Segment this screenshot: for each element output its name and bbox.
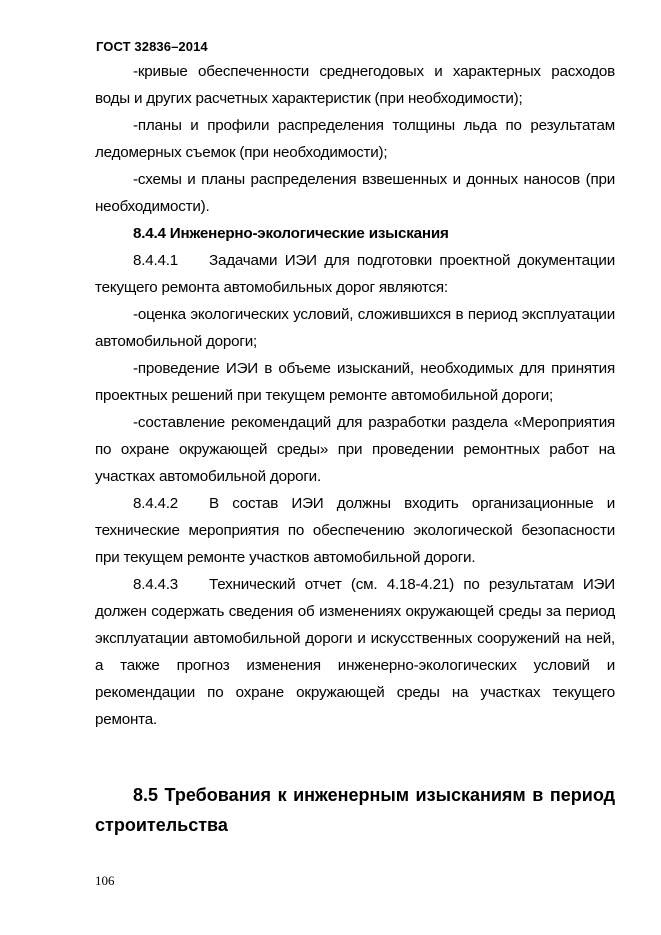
numbered-item (95, 571, 615, 733)
subsection-heading: 8.4.4 Инженерно-экологические изыскания (133, 225, 449, 242)
bullet-item: -оценка экологических условий, сложившихся в период эксплуатации автомобильной дороги; (95, 306, 615, 350)
item-number: 8.4.4.3 (133, 576, 179, 593)
item-number: 8.4.4.2 (133, 495, 179, 512)
document-body (95, 58, 615, 733)
page-number: 106 (95, 873, 115, 888)
item-text: Технический отчет (см. 4.18-4.21) по результатам ИЭИ должен содержать сведения об изменениях окружающей среды за период эксплуатации автомобильной дороги и искусственных сооружений на ней, а также прогноз изменения инженерно-экологических условий и рекомендации по охране окружающей среды на участках текущего ремонта. (95, 576, 615, 728)
bullet-item: -проведение ИЭИ в объеме изысканий, необходимых для принятия проектных решений при текущем ремонте автомобильной дороги; (95, 360, 615, 404)
paragraph: -планы и профили распределения толщины льда по результатам ледомерных съемок (при необходимости); (95, 117, 615, 161)
bullet-item: -составление рекомендаций для разработки раздела «Мероприятия по охране окружающей среды» при проведении ремонтных работ на участках автомобильной дороги. (95, 414, 615, 485)
item-number: 8.4.4.1 (133, 252, 179, 269)
paragraph: -схемы и планы распределения взвешенных и донных наносов (при необходимости). (95, 171, 615, 215)
section-heading: 8.5 Требования к инженерным изысканиям в период строительства (95, 785, 615, 835)
item-text: В состав ИЭИ должны входить организационные и технические мероприятия по обеспечению экологической безопасности при текущем ремонте участков автомобильной дороги. (95, 495, 615, 566)
numbered-item (95, 490, 615, 571)
section-heading-block (95, 780, 615, 840)
numbered-item (95, 247, 615, 301)
item-text: Задачами ИЭИ для подготовки проектной документации текущего ремонта автомобильных дорог являются: (95, 252, 615, 296)
document-header: ГОСТ 32836–2014 (96, 39, 208, 54)
paragraph: -кривые обеспеченности среднегодовых и характерных расходов воды и других расчетных характеристик (при необходимости); (95, 63, 615, 107)
